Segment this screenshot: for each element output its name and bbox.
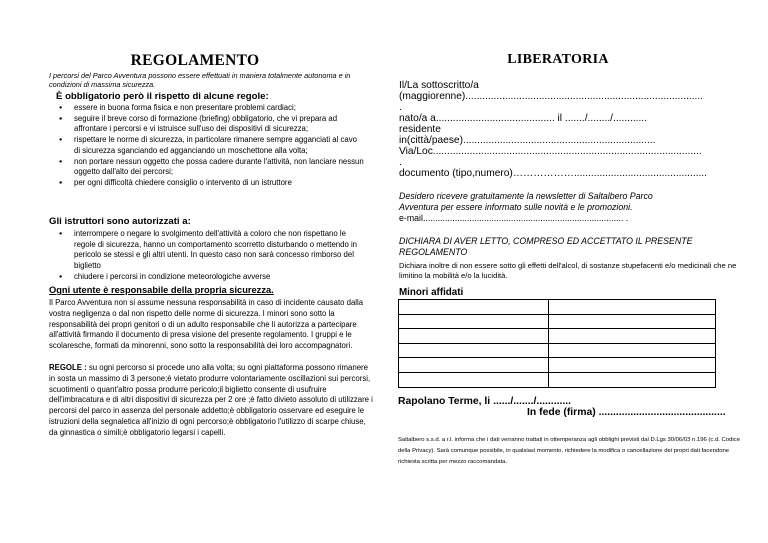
rule-item: ● seguire il breve corso di formazione (briefing) obbligatorio, che vi prepara ad affrontare i percorsi e vi istruisce sull'uso dei dispositivi di sicurezza;	[50, 114, 364, 135]
table-row	[399, 343, 716, 358]
declaration-text: Dichiara inoltre di non essere sotto gli effetti dell'alcol, di sostanze stupefacenti e/o medicinali che ne limitino la mobilità e/o la lucidità.	[399, 261, 737, 280]
rule-item: ● rispettare le norme di sicurezza, in particolare rimanere sempre agganciati al cavo di sicurezza sganciando ed agganciando un moschettone alla volta;	[50, 135, 364, 156]
rules-text: su ogni percorso si procede uno alla volta; su ogni piattaforma possono rimanere in sosta un massimo di 3 persone;è vietato produrre volontariamente oscillazioni sui percorsi, scuotimenti o quant'altro possa produrre pericolo;il biglietto consente di usufruire dell'imbracatura e di altri dispositivi di sicurezza per 2 ore ;è fatto divieto assoluto di utilizzare i percorsi del parco in assenza del personale addetto;è obbligatorio osservare ed eseguire le istruzioni della segnaletica all'inizio di ogni percorso;è obbligatorio l'utilizzo di scarpe chiuse, da ginnastica o simili;è obbligatorio legarsi i capelli.	[49, 363, 373, 437]
intro-text: I percorsi del Parco Avventura possono essere effettuati in maniera totalmente autonoma e in condizioni di massima sicurezza.	[49, 71, 351, 90]
table-row	[399, 300, 716, 315]
minor-info-cell[interactable]	[548, 358, 715, 373]
form-line-continuation: .	[399, 102, 402, 113]
privacy-notice: Saltalbero s.s.d. a r.l. informa che i dati verranno trattati in ottemperanza agli obblighi previsti dal D.Lgs 30/06/03 n.196 (c.d. Codice della Privacy). Sarà comunque possibile, in qualsiasi momento, richiedere la modifica o cancellazione dei propri dati facendone richiesta scritta per mezzo raccomandata.	[398, 437, 740, 466]
rules-list	[50, 103, 364, 189]
responsibility-text: Il Parco Avventura non si assume nessuna responsabilità in caso di incidente causato dalla vostra negligenza o dal non rispetto delle norme di sicurezza. I minori sono sotto la responsabilità dei propri genitori o di un adulto responsabile che li autorizza a partecipare all'attività firmando il documento di presa visione del presente regolamento. I gruppi e le scolaresche, formati da minorenni, sono sotto la responsabilità dei loro accompagnatori.	[49, 298, 364, 351]
minor-name-cell[interactable]	[399, 343, 549, 358]
table-row	[399, 358, 716, 373]
form-line-document-field[interactable]: documento (tipo,numero)………………...............................................	[399, 168, 707, 179]
instructor-rules-list	[50, 229, 364, 283]
form-line-name-field[interactable]: (maggiorenne)....................................................................................	[399, 91, 704, 102]
minors-heading: Minori affidati	[399, 287, 464, 298]
minors-table	[398, 299, 716, 388]
form-line-subscriber: Il/La sottoscritto/a	[399, 80, 479, 91]
table-row	[399, 372, 716, 387]
minor-name-cell[interactable]	[399, 358, 549, 373]
table-row	[399, 329, 716, 344]
instructor-rule-item: ● interrompere o negare lo svolgimento dell'attività a coloro che non rispettano le regole di sicurezza, hanno un comportamento scorretto disturbando o mettendo in pericolo se stessi e gli altri utenti. In questo caso non sarà concesso rimborso del biglietto	[50, 229, 364, 272]
form-line-continuation: .	[399, 157, 402, 168]
minor-name-cell[interactable]	[399, 314, 549, 329]
newsletter-text: Avventura per essere informato sulle novità e le promozioni.	[399, 202, 633, 212]
form-line-birth-field[interactable]: nato/a a.......................................... il ......./......../............	[399, 113, 647, 124]
minor-name-cell[interactable]	[399, 372, 549, 387]
declaration-title: DICHIARA DI AVER LETTO, COMPRESO ED ACCETTATO IL PRESENTE REGOLAMENTO	[399, 236, 693, 257]
regolamento-title: REGOLAMENTO	[130, 52, 260, 69]
email-field[interactable]: e-mail.................................................................................. .	[399, 213, 629, 223]
minor-info-cell[interactable]	[548, 314, 715, 329]
rules-label: REGOLE :	[49, 363, 87, 372]
signature-field[interactable]: In fede (firma) ............................................	[527, 407, 726, 418]
minor-info-cell[interactable]	[548, 343, 715, 358]
form-line-address-field[interactable]: Via/Loc...............................................................................................	[399, 146, 702, 157]
minor-name-cell[interactable]	[399, 329, 549, 344]
rules-paragraph	[49, 363, 375, 439]
form-line-residence-label: residente	[399, 124, 441, 135]
instructors-heading: Gli istruttori sono autorizzati a:	[49, 216, 191, 227]
minor-info-cell[interactable]	[548, 329, 715, 344]
minor-name-cell[interactable]	[399, 300, 549, 315]
rule-item: ● essere in buona forma fisica e non presentare problemi cardiaci;	[50, 103, 364, 114]
newsletter-text: Desidero ricevere gratuitamente la newsletter di Saltalbero Parco	[399, 191, 653, 201]
instructor-rule-item: ● chiudere i percorsi in condizione meteorologiche avverse	[50, 272, 364, 283]
table-row	[399, 314, 716, 329]
minor-info-cell[interactable]	[548, 372, 715, 387]
liberatoria-title: LIBERATORIA	[507, 52, 609, 67]
responsibility-heading: Ogni utente è responsabile della propria sicurezza.	[49, 285, 274, 295]
mandatory-rules-heading: È obbligatorio però il rispetto di alcune regole:	[56, 91, 269, 102]
rule-item: ● per ogni difficoltà chiedere consiglio o intervento di un istruttore	[50, 178, 364, 189]
form-line-city-field[interactable]: in(città/paese)....................................................................	[399, 135, 656, 146]
place-date-field[interactable]: Rapolano Terme, li ....../......./............	[398, 396, 572, 407]
minor-info-cell[interactable]	[548, 300, 715, 315]
rule-item: ● non portare nessun oggetto che possa cadere durante l'attività, non lanciare nessun oggetto dall'alto dei percorsi;	[50, 157, 364, 178]
